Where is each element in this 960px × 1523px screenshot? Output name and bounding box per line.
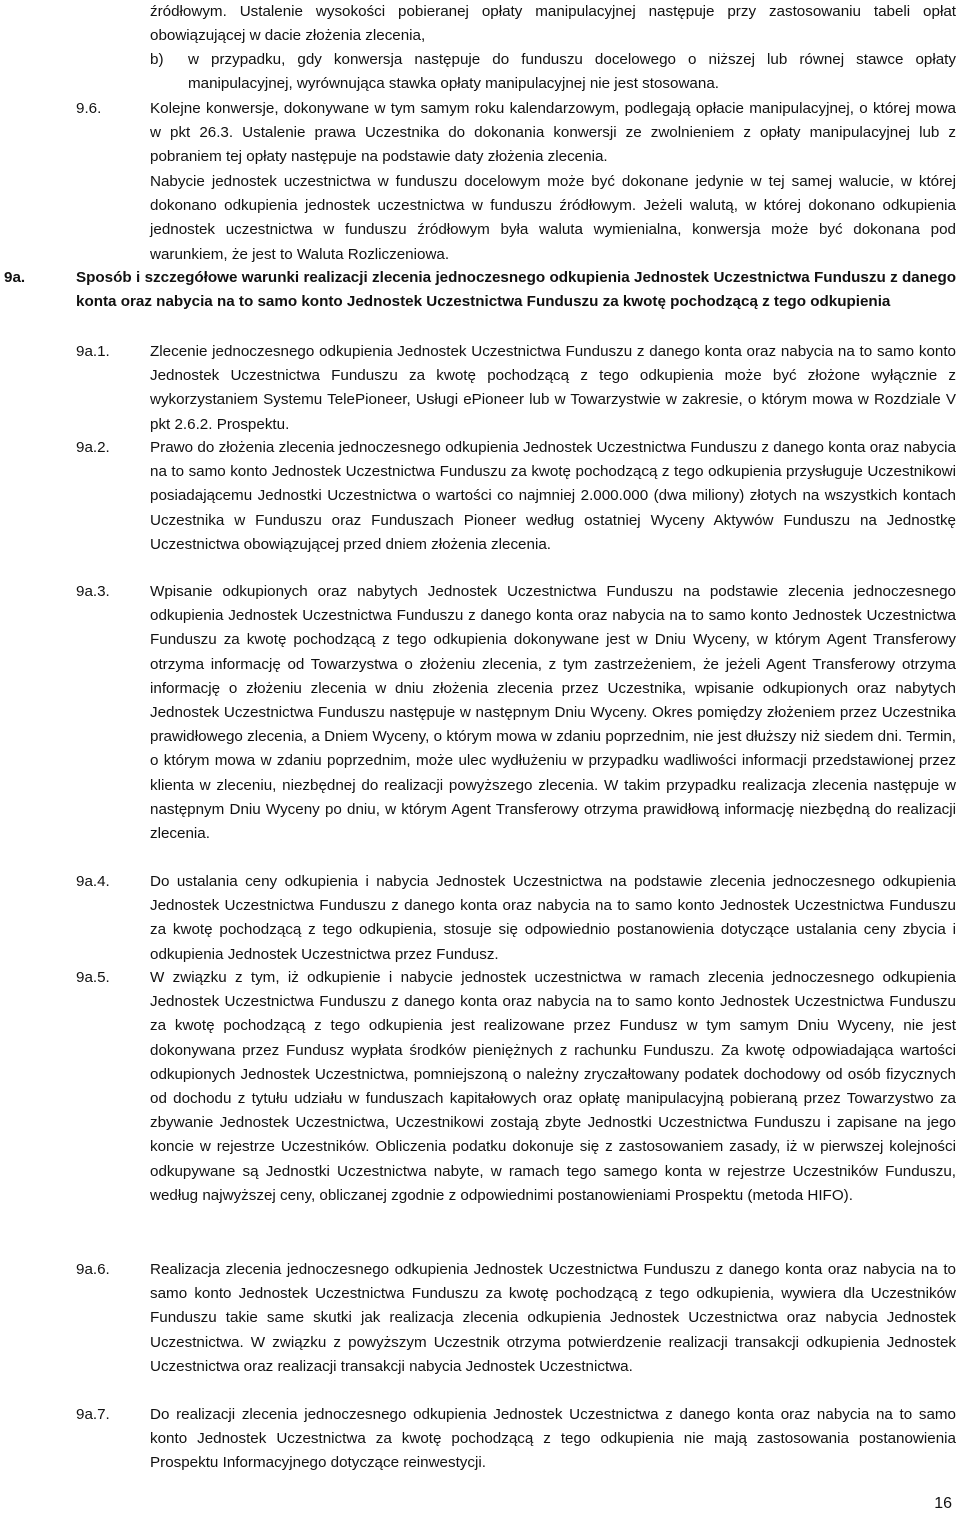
item-number: 9a.7. bbox=[76, 1406, 110, 1423]
list-item-9a-3 bbox=[76, 580, 956, 846]
item-number: 9a.6. bbox=[76, 1261, 110, 1278]
item-text: Prawo do złożenia zlecenia jednoczesnego odkupienia Jednostek Uczestnictwa Funduszu z danego konta oraz nabycia na to samo konto Jednostek Uczestnictwa Funduszu za kwotę pochodzącą z tego odkupienia przysługuje Uczestnikowi posiadającemu Jednostki Uczestnictwa o wartości co najmniej 2.000.000 (dwa miliony) złotych na wszystkich kontach Uczestnika w Funduszu oraz Funduszach Pioneer według ostatniej Wyceny Aktywów Funduszu na Jednostkę Uczestnictwa obowiązującej przed dniem złożenia zlecenia. bbox=[150, 439, 956, 553]
section-9a-heading bbox=[4, 266, 956, 314]
item-text: Zlecenie jednoczesnego odkupienia Jednostek Uczestnictwa Funduszu z danego konta oraz nabycia na to samo konto Jednostek Uczestnictwa Funduszu za kwotę pochodzącą z tego odkupienia może być złożone wyłącznie z wykorzystaniem Systemu TelePioneer, Usługi ePioneer lub w Towarzystwie w zakresie, o którym mowa w Rozdziale V pkt 2.6.2. Prospektu. bbox=[150, 343, 956, 433]
section-number: 9a. bbox=[4, 269, 26, 286]
item-text: w przypadku, gdy konwersja następuje do funduszu docelowego o niższej lub równej stawce opłaty manipulacyjnej, wyrównująca stawka opłaty manipulacyjnej nie jest stosowana. bbox=[188, 51, 956, 93]
item-number: 9a.1. bbox=[76, 343, 110, 360]
item-text: Do realizacji zlecenia jednoczesnego odkupienia Jednostek Uczestnictwa z danego konta oraz nabycia na to samo konto Jednostek Uczestnictwa za kwotę pochodzącą z tego odkupienia nie mają zastosowania postanowienia Prospektu Informacyjnego dotyczące reinwestycji. bbox=[150, 1406, 956, 1472]
section-text: Nabycie jednostek uczestnictwa w funduszu docelowym może być dokonane jedynie w tej samej walucie, w której dokonano odkupienia jednostek uczestnictwa w funduszu źródłowym. Jeżeli walutą, w której dokonano odkupienia jednostek uczestnictwa w funduszu źródłowym była waluta wymienialna, konwersja może być dokonana pod warunkiem, że jest to Waluta Rozliczeniowa. bbox=[150, 173, 956, 263]
item-text: Wpisanie odkupionych oraz nabytych Jednostek Uczestnictwa Funduszu na podstawie zlecenia jednoczesnego odkupienia Jednostek Uczestnictwa Funduszu z danego konta oraz nabycia na to samo konto Jednostek Uczestnictwa Funduszu za kwotę pochodzącą z tego odkupienia dokonywane jest w Dniu Wyceny, w którym Agent Transferowy otrzyma informację od Towarzystwa o złożeniu zlecenia, z tym zastrzeżeniem, że jeżeli Agent Transferowy otrzyma informację o złożeniu zlecenia w dniu złożenia zlecenia przez Uczestnika, wpisanie odkupionych oraz nabytych Jednostek Uczestnictwa Funduszu następuje w następnym Dniu Wyceny. Okres pomiędzy złożeniem przez Uczestnika prawidłowego zlecenia, a Dniem Wyceny, o którym mowa w zdaniu poprzednim, nie jest dłuższy niż siedem dni. Termin, o którym mowa w zdaniu poprzednim, może ulec wydłużeniu w przypadku wadliwości informacji przedstawionej przez klienta w zleceniu, niezbędnej do realizacji powyższego zlecenia. W takim przypadku realizacja zlecenia następuje w następnym Dniu Wyceny po dniu, w którym Agent Transferowy otrzyma prawidłową informację niezbędną do realizacji zlecenia. bbox=[150, 583, 956, 843]
item-number: 9a.5. bbox=[76, 969, 110, 986]
list-item-b bbox=[150, 48, 956, 96]
item-text: W związku z tym, iż odkupienie i nabycie jednostek uczestnictwa w ramach zlecenia jednoczesnego odkupienia Jednostek Uczestnictwa Funduszu z danego konta oraz nabycia na to samo konto Jednostek Uczestnictwa Funduszu za kwotę pochodzącą z tego odkupienia jest realizowane przez Fundusz w tym samym Dniu Wyceny, nie jest dokonywana przez Fundusz wypłata środków pieniężnych z rachunku Funduszu. Za kwotę odpowiadająca wartości odkupionych Jednostek Uczestnictwa, pomniejszoną o należny zryczałtowany podatek dochodowy od osób fizycznych od dochodu z tytułu udziału w funduszach kapitałowych oraz opłatę manipulacyjną pobieraną przez Towarzystwo za zbywanie Jednostek Uczestnictwa, Uczestnikowi zostają zbyte Jednostki Uczestnictwa Funduszu i zapisane na jego koncie w rejestrze Uczestników. Obliczenia podatku dokonuje się z zastosowaniem zasady, iż w pierwszej kolejności odkupywane są Jednostki Uczestnictwa nabyte, w ramach tego samego konta w rejestrze Uczestników Funduszu, według najwyższej ceny, obliczanej zgodnie z odpowiednimi postanowieniami Prospektu (metoda HIFO). bbox=[150, 969, 956, 1204]
list-item-9a-7 bbox=[76, 1403, 956, 1476]
item-text: Realizacja zlecenia jednoczesnego odkupienia Jednostek Uczestnictwa Funduszu z danego konta oraz nabycia na to samo konto Jednostek Uczestnictwa Funduszu za kwotę pochodzącą z tego odkupienia, wywiera dla Uczestników Funduszu takie same skutki jak realizacja zlecenia odkupienia Jednostek Uczestnictwa oraz nabycia Jednostek Uczestnictwa. W związku z powyższym Uczestnik otrzyma potwierdzenie realizacji transakcji odkupienia Jednostek Uczestnictwa oraz realizacji transakcji nabycia Jednostek Uczestnictwa. bbox=[150, 1261, 956, 1375]
list-item-9a-2 bbox=[76, 436, 956, 557]
list-item-9a-5 bbox=[76, 966, 956, 1208]
continuation-paragraph bbox=[150, 0, 956, 48]
page-number: 16 bbox=[934, 1495, 952, 1512]
item-text: Do ustalania ceny odkupienia i nabycia Jednostek Uczestnictwa na podstawie zlecenia jednoczesnego odkupienia Jednostek Uczestnictwa Funduszu z danego konta oraz nabycia na to samo konto Jednostek Uczestnictwa Funduszu za kwotę pochodzącą z tego odkupienia, stosuje się odpowiednio postanowienia dotyczące ustalania ceny zbycia i odkupienia Jednostek Uczestnictwa przez Fundusz. bbox=[150, 873, 956, 963]
list-item-9a-4 bbox=[76, 870, 956, 967]
item-label: b) bbox=[150, 51, 164, 68]
list-item-9a-1 bbox=[76, 340, 956, 437]
section-9-6 bbox=[76, 97, 956, 170]
item-number: 9a.4. bbox=[76, 873, 110, 890]
item-number: 9a.2. bbox=[76, 439, 110, 456]
section-9-6-paragraph-2 bbox=[150, 170, 956, 267]
list-item-9a-6 bbox=[76, 1258, 956, 1379]
section-text: Kolejne konwersje, dokonywane w tym samym roku kalendarzowym, podlegają opłacie manipulacyjnej, o której mowa w pkt 26.3. Ustalenie prawa Uczestnika do dokonania konwersji ze zwolnieniem z opłaty manipulacyjnej lub z pobraniem tej opłaty następuje na podstawie daty złożenia zlecenia. bbox=[150, 100, 956, 166]
section-number: 9.6. bbox=[76, 100, 102, 117]
section-title: Sposób i szczegółowe warunki realizacji zlecenia jednoczesnego odkupienia Jednostek Uczestnictwa Funduszu z danego konta oraz nabycia na to samo konto Jednostek Uczestnictwa Funduszu za kwotę pochodzącą z tego odkupienia bbox=[76, 269, 956, 311]
continuation-text: źródłowym. Ustalenie wysokości pobieranej opłaty manipulacyjnej następuje przy zastosowaniu tabeli opłat obowiązującej w dacie złożenia zlecenia, bbox=[150, 3, 956, 45]
item-number: 9a.3. bbox=[76, 583, 110, 600]
